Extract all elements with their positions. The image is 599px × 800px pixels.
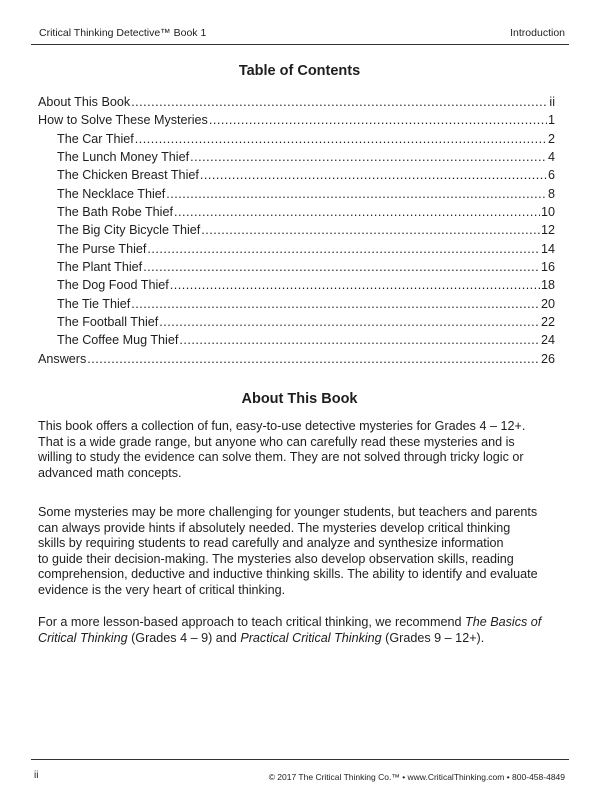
paragraph-line: That is a wide grade range, but anyone who can carefully read these mysteries and is — [38, 434, 515, 449]
paragraph-line: comprehension, deductive and inductive thinking skills. The ability to identify and evaluate — [38, 567, 538, 582]
toc-leader-dots — [143, 260, 540, 274]
toc-entry-label: The Coffee Mug Thief — [57, 333, 179, 348]
paragraph-line: evidence is the very heart of critical thinking. — [38, 582, 286, 597]
toc-entry-page: 16 — [540, 260, 555, 275]
toc-entry-page: 10 — [540, 205, 555, 220]
about-paragraph-2 — [38, 505, 568, 599]
book-title-reference: The Basics of — [465, 615, 542, 629]
toc-entry — [38, 168, 555, 186]
toc-entry-page: 26 — [540, 351, 555, 366]
toc-entry-label: How to Solve These Mysteries — [38, 113, 208, 128]
toc-title: Table of Contents — [238, 63, 361, 79]
toc-leader-dots — [209, 113, 547, 127]
toc-leader-dots — [131, 297, 540, 311]
toc-entry — [38, 333, 555, 351]
toc-leader-dots — [179, 333, 540, 347]
toc-entry — [38, 95, 555, 113]
toc-entry — [38, 278, 555, 296]
toc-entry-page: 4 — [547, 150, 555, 165]
toc-leader-dots — [190, 150, 547, 164]
toc-entry-label: The Car Thief — [57, 131, 134, 146]
paragraph-line: to guide their decision-making. The mysteries also develop observation skills, reading — [38, 551, 514, 566]
copyright-line: © 2017 The Critical Thinking Co.™ • www.CriticalThinking.com • 800-458-4849 — [268, 772, 565, 782]
toc-entry — [38, 260, 555, 278]
running-header-section: Introduction — [510, 27, 565, 39]
toc-leader-dots — [170, 278, 540, 292]
toc-entry — [38, 187, 555, 205]
about-paragraph-3 — [38, 615, 568, 646]
paragraph-line — [38, 615, 568, 631]
toc-entry — [38, 223, 555, 241]
toc-entry-label: Answers — [38, 351, 87, 366]
toc-entry — [38, 205, 555, 223]
toc-entry-page: 8 — [547, 186, 555, 201]
table-of-contents — [38, 95, 555, 370]
toc-entry-label: The Big City Bicycle Thief — [57, 223, 201, 238]
toc-entry-page: 24 — [540, 333, 555, 348]
toc-leader-dots — [87, 352, 540, 366]
page-number: ii — [34, 770, 39, 781]
toc-entry-page: 18 — [540, 278, 555, 293]
toc-entry — [38, 297, 555, 315]
toc-entry-label: About This Book — [38, 95, 131, 109]
toc-entry — [38, 132, 555, 150]
toc-entry-label: The Dog Food Thief — [57, 278, 169, 293]
toc-entry-page: 6 — [547, 168, 555, 183]
toc-entry-page: 12 — [540, 223, 555, 238]
paragraph-text: For a more lesson-based approach to teach critical thinking, we recommend — [38, 615, 465, 629]
toc-entry — [38, 242, 555, 260]
toc-leader-dots — [174, 205, 540, 219]
toc-entry — [38, 150, 555, 168]
paragraph-line: advanced math concepts. — [38, 465, 182, 480]
toc-entry-page: ii — [549, 95, 555, 109]
toc-entry-label: The Football Thief — [57, 315, 159, 330]
footer-rule — [31, 759, 569, 760]
book-title-reference: Practical Critical Thinking — [240, 630, 382, 645]
toc-entry-label: The Purse Thief — [57, 241, 147, 256]
toc-entry-page: 14 — [540, 241, 555, 256]
toc-entry-page: 1 — [547, 113, 555, 128]
paragraph-line: skills by requiring students to read carefully and analyze and synthesize information — [38, 536, 504, 551]
paragraph-line: can always provide hints if absolutely needed. The mysteries develop critical thinking — [38, 520, 511, 535]
toc-leader-dots — [166, 187, 547, 201]
paragraph-line: Some mysteries may be more challenging for younger students, but teachers and parents — [38, 505, 538, 519]
toc-entry — [38, 315, 555, 333]
about-paragraph-1 — [38, 419, 568, 481]
toc-leader-dots — [131, 95, 548, 109]
toc-leader-dots — [135, 132, 547, 146]
paragraph-line: This book offers a collection of fun, easy-to-use detective mysteries for Grades 4 – 12+. — [38, 419, 526, 433]
toc-leader-dots — [147, 242, 540, 256]
header-rule — [31, 44, 569, 45]
toc-leader-dots — [159, 315, 540, 329]
toc-leader-dots — [200, 168, 547, 182]
toc-entry-label: The Plant Thief — [57, 260, 143, 275]
paragraph-text: (Grades 4 – 9) and — [127, 630, 241, 645]
toc-entry-label: The Necklace Thief — [57, 186, 166, 201]
paragraph-text: (Grades 9 – 12+). — [381, 630, 485, 645]
toc-entry-label: The Tie Thief — [57, 296, 131, 311]
toc-entry — [38, 113, 555, 131]
about-title: About This Book — [241, 391, 358, 407]
running-header-title: Critical Thinking Detective™ Book 1 — [39, 27, 207, 39]
toc-entry-page: 22 — [540, 315, 555, 330]
toc-entry-label: The Bath Robe Thief — [57, 205, 173, 220]
paragraph-line — [38, 631, 568, 647]
toc-entry — [38, 352, 555, 370]
toc-entry-label: The Lunch Money Thief — [57, 150, 190, 165]
book-title-reference: Critical Thinking — [38, 630, 128, 645]
toc-entry-page: 20 — [540, 296, 555, 311]
paragraph-line: willing to study the evidence can solve them. They are not solved through tricky logic or — [38, 450, 524, 465]
toc-entry-page: 2 — [547, 131, 555, 146]
toc-leader-dots — [201, 223, 540, 237]
toc-entry-label: The Chicken Breast Thief — [57, 168, 199, 183]
